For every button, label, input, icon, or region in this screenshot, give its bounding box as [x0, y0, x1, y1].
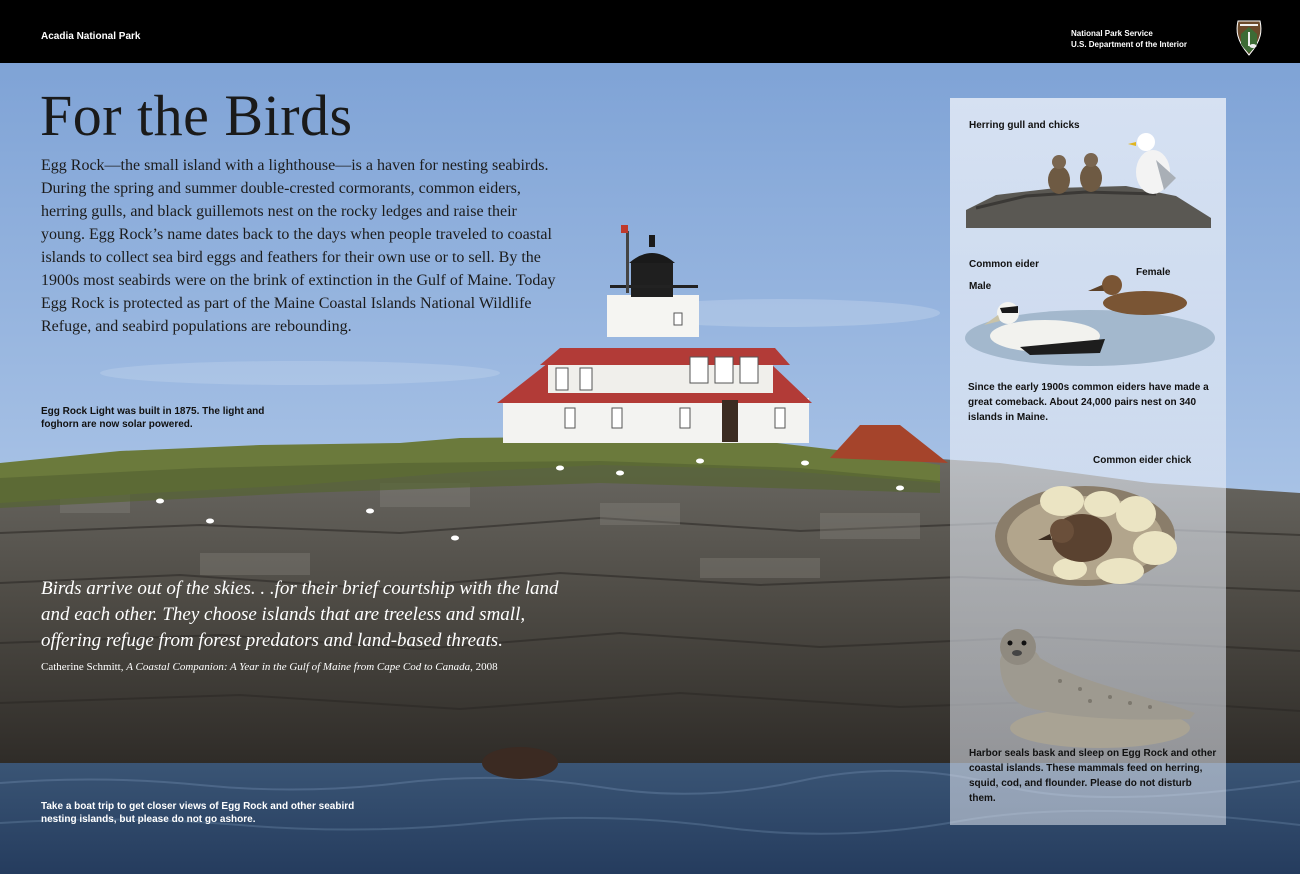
- male-label: Male: [969, 281, 992, 292]
- boat-trip-note: Take a boat trip to get closer views of Egg Rock and other seabird nesting islands, but please do not go ashore.: [41, 801, 355, 825]
- lighthouse-caption: Egg Rock Light was built in 1875. The light and foghorn are now solar powered.: [41, 406, 265, 430]
- citation-title: A Coastal Companion: A Year in the Gulf of Maine from Cape Cod to Canada: [126, 661, 471, 673]
- seal-description: Harbor seals bask and sleep on Egg Rock and other coastal islands. These mammals feed on herring, squid, cod, and flounder. Please do not disturb them.: [969, 748, 1217, 804]
- citation-year: , 2008: [470, 661, 498, 673]
- gull-label: Herring gull and chicks: [969, 120, 1080, 131]
- common-eider-image: [960, 263, 1220, 368]
- eider-chick-image: [990, 476, 1190, 591]
- eider-label: Common eider: [969, 259, 1040, 270]
- herring-gull-image: [966, 130, 1214, 228]
- eider-description: Since the early 1900s common eiders have made a great comeback. About 24,000 pairs nest on 340 islands in Maine.: [968, 382, 1209, 423]
- citation-author: Catherine Schmitt,: [41, 661, 127, 673]
- nps-arrowhead-icon: [1235, 20, 1263, 56]
- page-title: For the Birds: [40, 83, 353, 148]
- park-name: Acadia National Park: [41, 31, 141, 42]
- header-bar: [0, 0, 1300, 63]
- quote-citation: [41, 661, 601, 673]
- intro-paragraph: Egg Rock—the small island with a lighthouse—is a haven for nesting seabirds. During the spring and summer double-crested cormorants, common eiders, herring gulls, and black guillemots nest on the rocky ledges and raise their young. Egg Rock’s name dates back to the days when people traveled to coastal islands to collect sea bird eggs and feathers for their own use or to sell. By the 1900s most seabirds were on the brink of extinction in the Gulf of Maine. Today Egg Rock is protected as part of the Maine Coastal Islands National Wildlife Refuge, and seabird populations are rebounding.: [41, 157, 556, 335]
- eider-chick-label: Common eider chick: [1093, 455, 1192, 466]
- female-label: Female: [1136, 267, 1171, 278]
- agency-line-2: U.S. Department of the Interior: [1071, 40, 1188, 49]
- wildlife-panel: [950, 98, 1226, 825]
- agency-line-1: National Park Service: [1071, 29, 1153, 38]
- harbor-seal-image: [990, 623, 1200, 748]
- agency-name: [1071, 28, 1187, 50]
- quote-text: Birds arrive out of the skies. . .for their brief courtship with the land and each other. They choose islands that are treeless and small, offering refuge from forest predators and land-based threats.: [41, 578, 559, 651]
